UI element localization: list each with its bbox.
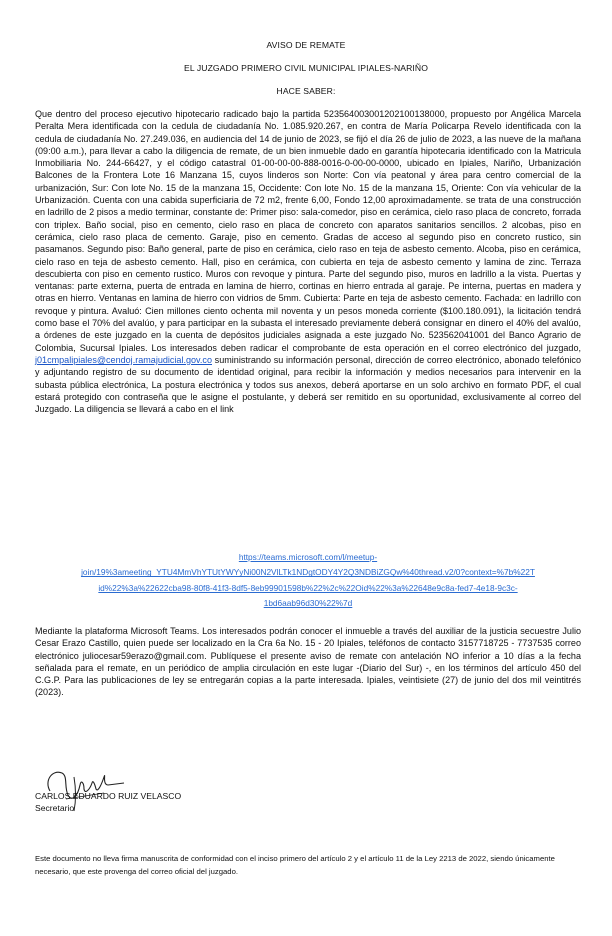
document-title: AVISO DE REMATE — [266, 40, 346, 50]
meeting-link-block — [35, 550, 581, 611]
document-subtitle: HACE SABER: — [276, 86, 336, 96]
signatory-role: Secretario — [35, 803, 75, 813]
main-paragraph-text: Que dentro del proceso ejecutivo hipotecario radicado bajo la partida 523564003001202100138000, propuesto por Angélica Marcela Peralta Mera identificada con la cedula de ciudadanía No. 1.085.920.267, en contra de María Policarpa Revelo identificada con la cedula de ciudadanía No. 27.249.036, en audiencia del 14 de junio de 2023, se fijó el día 26 de julio de 2023, a las nueve de la mañana (09:00 a.m.), para llevar a cabo la diligencia de remate, de un bien inmueble dado en garantía hipotecaria identificado con la Matricula Inmobiliaria No. 244-66427, y el código catastral 01-00-00-00-888-0016-0-00-00-0000, ubicado en Ipiales, Nariño, Urbanización Balcones de la Frontera Lote 16 Manzana 15, cuyos linderos son Norte: Con vía peatonal y área para centro comercial de la urbanización, Sur: Con lote No. 15 de la manzana 15, Occidente: Con lote No. 15 de la manzana 15, Oriente: Con vía vehicular de la Urbanización. Cuenta con una cabida superficiaria de 72 m2, frente 6,00, Fondo 12,00 aproximadamente. se trata de una construcción en ladrillo de 2 pisos a medio terminar, constante de: Primer piso: sala-comedor, piso en cerámica, cielo raso placa de concreto, forrada con triplex. Baño social, piso en cemento, cielo raso en placa de concreto con aparatos sanitarios sencillos. 2 alcobas, piso en cerámica, cielo raso placa de cemento. Garaje, piso en cemento. Gradas de acceso al segundo piso en concreto rustico, sin pasamanos. Segundo piso: Baño general, parte de piso en cerámica, cielo raso en teja de asbesto cemento. Alcoba, piso en cerámica, cielo raso en teja de asbesto cemento. Hall, piso en cerámica, con cubierta en teja de asbesto cemento y lamina de zinc. Terraza descubierta con piso en cemento rustico. Muros con revoque y pintura. Parte del segundo piso, muros en ladrillo a la vista. Puertas y ventanas: parte externa, puerta de entrada en lamina de hierro, cortinas en hierro entrada al garaje. Pe interna, puertas en madera y otras en hierro. Ventanas en lamina de hierro con vidrios de 5mm. Cubierta: Parte en teja de asbesto cemento. Fachada: en ladrillo con revoque y pintura. Avaluó: Cien millones ciento ochenta mil noventa y un pesos moneda corriente ($100.180.091), la licitación tendrá como base el 70% del avalúo, y para participar en la subasta el interesado previamente deberá consignar en dinero el 40% del avalúo, a órdenes de este juzgado en la cuenta de depósitos judiciales asignada a este juzgado No. 523562041001 del Banco Agrario de Colombia, Sucursal Ipiales. Los interesados deben radicar el comprobante de esta operación en el correo electrónico del juzgado, — [35, 109, 581, 353]
court-name: EL JUZGADO PRIMERO CIVIL MUNICIPAL IPIALES-NARIÑO — [184, 63, 428, 73]
signatory-name: CARLOS EDUARDO RUIZ VELASCO — [35, 791, 182, 801]
main-paragraph-text-continued: suministrando su información personal, dirección de correo electrónico, abonado telefónico y adjuntando registro de su documento de identidad original, para recibir la información y medios necesarios para intervenir en la subasta pública electrónica, La postura electrónica y todos sus anexos, deberá aportarse en un solo archivo en formato PDF, el cual estará protegido con contraseña que le asigne el postulante, y deberá ser remitido en su oportunidad, exclusivamente al correo del Juzgado. La diligencia se llevará a cabo en el link — [35, 354, 581, 415]
meeting-link-line-4[interactable]: 1bd6aab96d30%22%7d — [263, 597, 353, 608]
footer-note: Este documento no lleva firma manuscrita de conformidad con el inciso primero del artículo 2 y el artículo 11 de la Ley 2213 de 2022, siendo únicamente necesario, que este provenga del correo oficial del juzgado. — [35, 854, 555, 876]
court-email-link[interactable]: j01cmpalipiales@cendoj.ramajudicial.gov.co — [35, 354, 212, 365]
meeting-link-line-1[interactable]: https://teams.microsoft.com/l/meetup- — [238, 552, 378, 562]
secondary-paragraph: Mediante la plataforma Microsoft Teams. Los interesados podrán conocer el inmueble a través del auxiliar de la justicia secuestre Julio Cesar Erazo Castillo, quien puede ser localizado en la Cra 6a No. 15 - 20 Ipiales, teléfonos de contacto 3157718725 - 7737535 correo electrónico juliocesar59erazo@gmail.com. Publíquese el presente aviso de remate con antelación NO inferior a 10 días a la fecha señalada para el remate, en un periódico de amplia circulación en este lugar -(Diario del Sur) -, en los términos del artículo 450 del C.G.P. Para las publicaciones de ley se entregarán copias a la parte interesada. Ipiales, veintisiete (27) de junio del dos mil veintitrés (2023). — [35, 626, 581, 698]
meeting-link-line-3[interactable]: id%22%3a%22622cba98-80f8-41f3-8df5-8eb99901598b%22%2c%22Oid%22%3a%22648e9c8a-fed7-4e18-9c3c- — [98, 582, 518, 593]
main-paragraph — [35, 108, 581, 415]
meeting-link-line-2[interactable]: join/19%3ameeting_YTU4MmVhYTUtYWYyNi00N2VlLTk1NDgtODY4Y2Q3NDBiZGQw%40thread.v2/0?context=%7b%22T — [81, 567, 535, 578]
